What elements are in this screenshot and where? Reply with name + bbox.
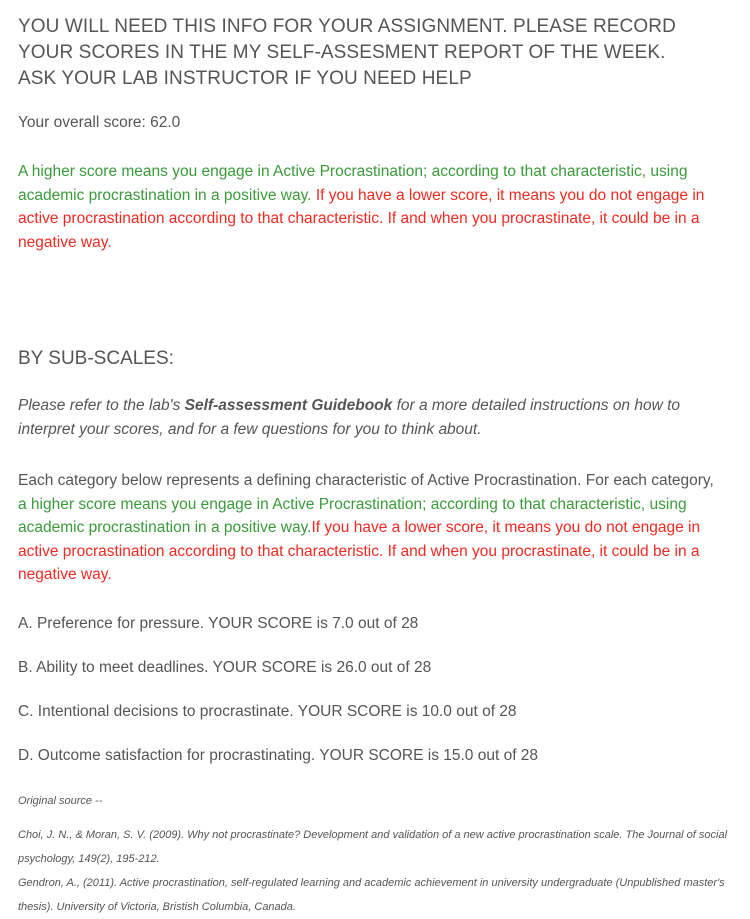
list-item: D. Outcome satisfaction for procrastinating. YOUR SCORE is 15.0 out of 28: [18, 746, 539, 764]
page-title: YOU WILL NEED THIS INFO FOR YOUR ASSIGNMENT. PLEASE RECORD YOUR SCORES IN THE MY SELF-ASSESMENT REPORT OF THE WEEK. ASK YOUR LAB INSTRUCTOR IF YOU NEED HELP: [18, 16, 676, 89]
guidebook-note: [18, 394, 718, 441]
guidebook-title: Self-assessment Guidebook: [184, 397, 393, 414]
interpretation-negative-text: If you have a lower score, it means you do not engage in active procrastination according to that characteristic. If and when you procrastinate, it could be in a negative way.: [18, 186, 705, 251]
category-negative-text: If you have a lower score, it means you do not engage in active procrastination according to that characteristic. If and when you procrastinate, it could be in a negative way.: [18, 519, 701, 583]
overall-interpretation: [18, 160, 724, 254]
list-item: B. Ability to meet deadlines. YOUR SCORE is 26.0 out of 28: [18, 658, 432, 676]
list-item: C. Intentional decisions to procrastinate. YOUR SCORE is 10.0 out of 28: [18, 702, 517, 720]
subscales-heading: BY SUB-SCALES:: [18, 348, 174, 369]
subscale-score-list: [18, 613, 732, 767]
interpretation-positive-text: A higher score means you engage in Active Procrastination; according to that characteristic, using academic procrastination in a positive way.: [18, 163, 688, 204]
citation-choi-moran: Choi, J. N., & Moran, S. V. (2009). Why not procrastinate? Development and validation of a new active procrastination scale. The Journal of social psychology, 149(2), 195-212.: [18, 828, 728, 865]
overall-score-line: Your overall score: 62.0: [18, 114, 181, 131]
list-item: A. Preference for pressure. YOUR SCORE is 7.0 out of 28: [18, 614, 419, 632]
category-lead-text: Each category below represents a defining characteristic of Active Procrastination. For each category,: [18, 472, 714, 489]
guidebook-note-before: Please refer to the lab's: [18, 397, 185, 414]
citation-gendron: Gendron, A., (2011). Active procrastination, self-regulated learning and academic achievement in university undergraduate (Unpublished master's thesis). University of Victoria, Bristish Columbia, Canada.: [18, 876, 725, 913]
source-label: Original source --: [18, 794, 103, 807]
category-positive-text: a higher score means you engage in Active Procrastination; according to that characteristic, using academic procrastination in a positive way.: [18, 495, 687, 536]
guidebook-note-after: for a more detailed instructions on how to interpret your scores, and for a few questions for you to think about.: [18, 397, 681, 438]
section-spacer: [18, 254, 732, 346]
category-interpretation: [18, 469, 724, 587]
